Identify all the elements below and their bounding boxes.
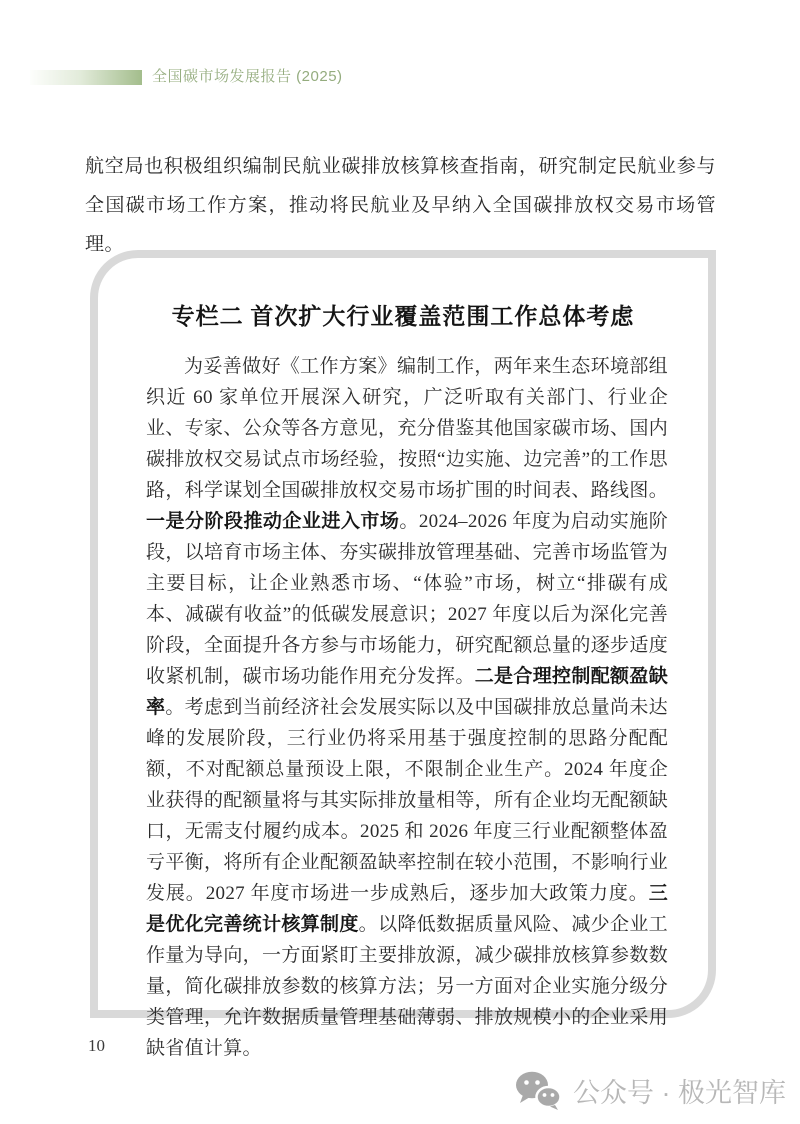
column-text-bold-run: 二是合理控制配额盈缺率 (146, 666, 668, 718)
header-accent-bar (30, 70, 142, 85)
column-text-bold-run: 三是优化完善统计核算制度 (146, 883, 668, 935)
report-header-title: 全国碳市场发展报告 (2025) (152, 68, 343, 85)
column-text-run: 。考虑到当前经济社会发展实际以及中国碳排放总量尚未达峰的发展阶段，三行业仍将采用基于强度控制的思路分配配额，不对配额总量预设上限，不限制企业生产。2024 年度企业获得的配额量将与其实际排放量相等，所有企业均无配额缺口，无需支付履约成本。2025 和 2026 年度三行业配额整体盈亏平衡，将所有企业配额盈缺率控制在较小范围，不影响行业发展。2027 年度市场进一步成熟后，逐步加大政策力度。 (146, 697, 668, 904)
page-number: 10 (88, 1036, 105, 1055)
wechat-icon (515, 1070, 561, 1110)
column-text-run: 。2024–2026 年度为启动实施阶段，以培育市场主体、夯实碳排放管理基础、完善市场监管为主要目标，让企业熟悉市场、“体验”市场，树立“排碳有成本、减碳有收益”的低碳发展意识；2027 年度以后为深化完善阶段，全面提升各方参与市场能力，研究配额总量的逐步适度收紧机制，碳市场功能作用充分发挥。 (146, 511, 669, 687)
column-text-run: 。以降低数据质量风险、减少企业工作量为导向，一方面紧盯主要排放源，减少碳排放核算参数数量，简化碳排放参数的核算方法；另一方面对企业实施分级分类管理，允许数据质量管理基础薄弱、排放规模小的企业采用缺省值计算。 (146, 914, 668, 1059)
column-text-run: 为妥善做好《工作方案》编制工作，两年来生态环境部组织近 60 家单位开展深入研究，广泛听取有关部门、行业企业、专家、公众等各方意见，充分借鉴其他国家碳市场、国内碳排放权交易试点市场经验，按照“边实施、边完善”的工作思路，科学谋划全国碳排放权交易市场扩围的时间表、路线图。 (146, 356, 668, 501)
watermark-text: 公众号 · 极光智库 (573, 1077, 786, 1108)
column-text-bold-run: 一是分阶段推动企业进入市场 (146, 511, 400, 532)
column-title: 专栏二 首次扩大行业覆盖范围工作总体考虑 (171, 304, 635, 329)
intro-paragraph: 航空局也积极组织编制民航业碳排放核算核查指南，研究制定民航业参与全国碳市场工作方案，推动将民航业及早纳入全国碳排放权交易市场管理。 (85, 156, 716, 255)
column-text (146, 351, 668, 1064)
watermark (515, 1070, 786, 1110)
